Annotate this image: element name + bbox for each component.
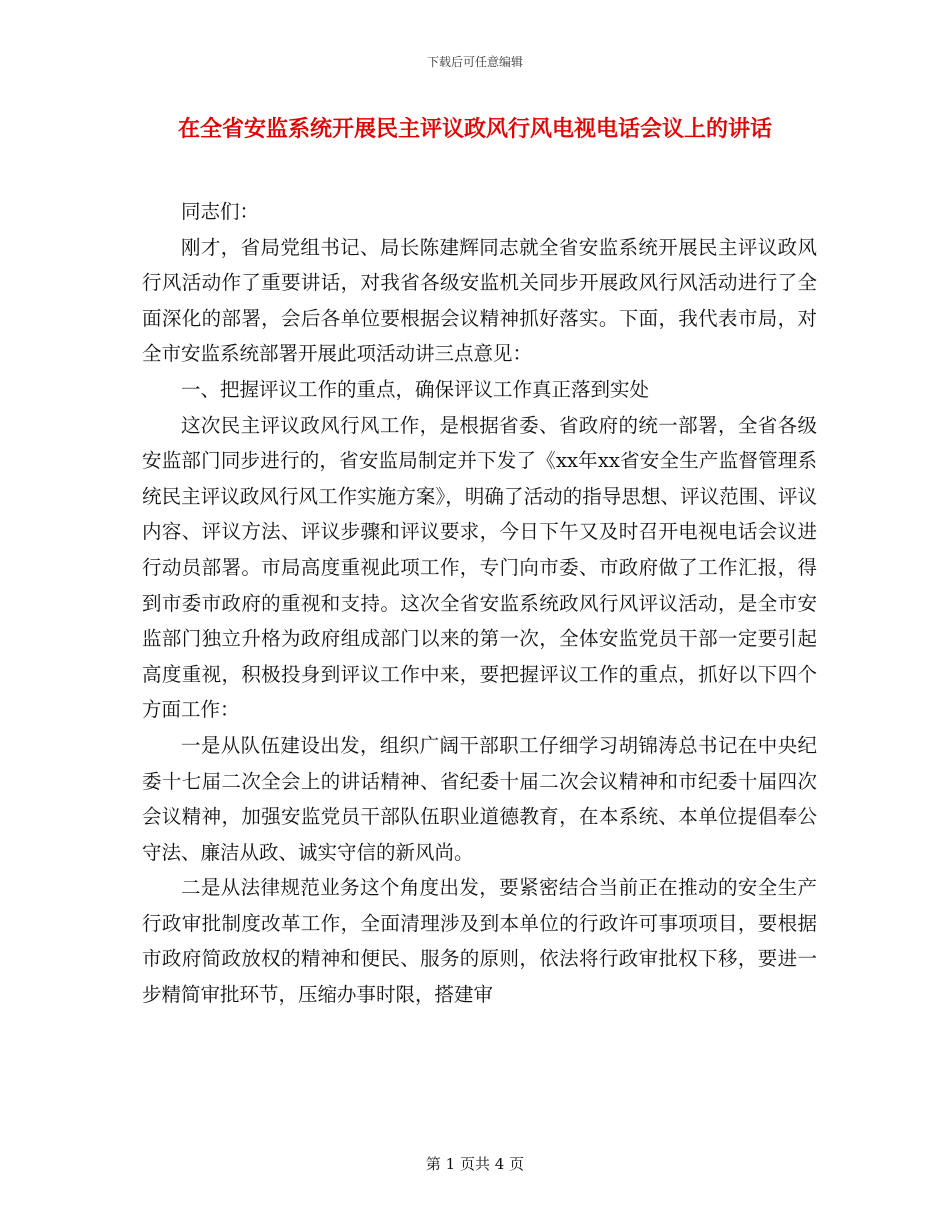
- section-1-paragraph: 这次民主评议政风行风工作，是根据省委、省政府的统一部署，全省各级安监部门同步进行的，省安监局制定并下发了《xx年xx省安全生产监督管理系统民主评议政风行风工作实施方案》，明确了活动的指导思想、评议范围、评议内容、评议方法、评议步骤和评议要求，今日下午又及时召开电视电话会议进行动员部署。市局高度重视此项工作，专门向市委、市政府做了工作汇报，得到市委市政府的重视和支持。这次全省安监系统政风行风评议活动，是全市安监部门独立升格为政府组成部门以来的第一次，全体安监党员干部一定要引起高度重视，积极投身到评议工作中来，要把握评议工作的重点，抓好以下四个方面工作：: [142, 413, 817, 722]
- point-1-paragraph: 一是从队伍建设出发，组织广阔干部职工仔细学习胡锦涛总书记在中央纪委十七届二次全会上的讲话精神、省纪委十届二次会议精神和市纪委十届四次会议精神，加强安监党员干部队伍职业道德教育，在本系统、本单位提倡奉公守法、廉洁从政、诚实守信的新风尚。: [142, 733, 817, 864]
- page-number-footer: 第 1 页共 4 页: [425, 1155, 525, 1173]
- point-2-paragraph: 二是从法律规范业务这个角度出发，要紧密结合当前正在推动的安全生产行政审批制度改革工作，全面清理涉及到本单位的行政许可事项项目，要根据市政府简政放权的精神和便民、服务的原则，依法将行政审批权下移，要进一步精简审批环节，压缩办事时限，搭建审: [142, 876, 817, 1007]
- document-body: [142, 194, 817, 1013]
- section-heading-1: 一、把握评议工作的重点，确保评议工作真正落到实处: [181, 377, 650, 401]
- intro-paragraph: 刚才，省局党组书记、局长陈建辉同志就全省安监系统开展民主评议政风行风活动作了重要讲话，对我省各级安监机关同步开展政风行风活动进行了全面深化的部署，会后各单位要根据会议精神抓好落实。下面，我代表市局，对全市安监系统部署开展此项活动讲三点意见：: [142, 235, 817, 366]
- salutation-paragraph: 同志们：: [181, 200, 260, 223]
- document-title: 在全省安监系统开展民主评议政风行风电视电话会议上的讲话: [177, 116, 772, 142]
- page-header-note: 下载后可任意编辑: [426, 55, 523, 69]
